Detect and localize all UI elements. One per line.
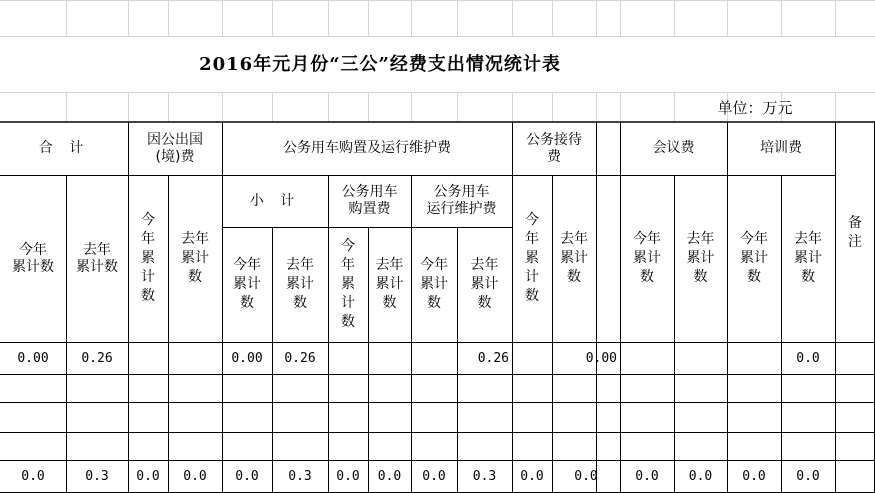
table-cell: 0.0 — [336, 469, 360, 484]
table-cell — [168, 432, 222, 460]
header-training-this-year: 今年 累计 数 — [740, 231, 768, 285]
table-cell — [368, 402, 411, 432]
table-cell: 0.0 — [796, 469, 820, 484]
header-subtotal-this-year: 今年 累计 数 — [233, 257, 261, 311]
header-abroad: 因公出国 (境)费 — [147, 131, 203, 165]
table-cell — [457, 432, 512, 460]
table-cell — [835, 432, 875, 460]
table-cell — [457, 374, 512, 402]
header-maintenance-last-year: 去年 累计 数 — [470, 257, 499, 311]
header-remarks: 备 注 — [848, 215, 862, 250]
table-cell — [512, 432, 552, 460]
table-cell: 0.0 — [742, 469, 766, 484]
table-cell — [328, 374, 368, 402]
table-cell — [368, 342, 411, 374]
table-cell — [128, 432, 168, 460]
table-cell: 0.0 — [688, 469, 713, 484]
header-subtotal-last-year: 去年 累计 数 — [286, 257, 314, 311]
header-reception-this-year: 今 年 累 计 数 — [525, 212, 539, 304]
table-cell — [512, 402, 552, 432]
table-cell: 0.00 — [231, 350, 263, 366]
table-cell — [727, 432, 781, 460]
table-cell — [674, 374, 727, 402]
table-cell — [328, 402, 368, 432]
table-cell — [835, 342, 875, 374]
table-cell — [128, 342, 168, 374]
table-cell — [128, 402, 168, 432]
header-vehicle: 公务用车购置及运行维护费 — [283, 140, 451, 156]
table-cell: 0.26 — [477, 350, 509, 366]
header-reception-last-year: 去年 累计 数 — [560, 231, 588, 285]
table-cell — [0, 432, 66, 460]
header-meeting-last-year: 去年 累计 数 — [686, 231, 715, 285]
table-cell — [457, 402, 512, 432]
table-cell — [781, 374, 835, 402]
table-cell: 0.0 — [422, 469, 446, 484]
table-cell: 0.0 — [377, 469, 402, 484]
table-cell: 0.0 — [183, 469, 207, 484]
header-training: 培训费 — [760, 140, 802, 156]
table-cell — [0, 374, 66, 402]
table-cell: 0.3 — [288, 469, 312, 484]
header-abroad-this-year: 今 年 累 计 数 — [141, 212, 155, 304]
table-cell: 0.26 — [284, 350, 316, 366]
header-vehicle-maintenance: 公务用车 运行维护费 — [426, 184, 497, 217]
table-cell — [168, 402, 222, 432]
table-cell — [512, 374, 552, 402]
table-cell — [674, 402, 727, 432]
table-cell — [552, 374, 620, 402]
table-cell — [552, 432, 620, 460]
header-training-last-year: 去年 累计 数 — [794, 231, 822, 285]
table-cell: 0.3 — [472, 469, 497, 484]
table-cell — [66, 432, 128, 460]
table-cell — [411, 374, 457, 402]
table-cell — [272, 432, 328, 460]
table-cell: 0.0 — [520, 469, 544, 484]
table-cell — [835, 402, 875, 432]
table-cell — [411, 432, 457, 460]
table-cell — [674, 342, 727, 374]
header-total-this-year: 今年 累计数 — [12, 241, 54, 275]
table-cell — [368, 374, 411, 402]
header-meeting: 会议费 — [652, 140, 695, 156]
table-cell — [727, 374, 781, 402]
header-total-last-year: 去年 累计数 — [76, 241, 118, 275]
table-cell — [411, 342, 457, 374]
table-cell — [328, 342, 368, 374]
table-cell — [66, 402, 128, 432]
table-cell — [512, 342, 552, 374]
table-cell: 0.0 — [635, 469, 659, 484]
table-cell — [128, 374, 168, 402]
table-cell — [411, 402, 457, 432]
table-cell — [620, 432, 674, 460]
table-cell — [0, 402, 66, 432]
unit-label: 单位：万元 — [717, 98, 793, 117]
header-meeting-this-year: 今年 累计 数 — [633, 231, 661, 285]
table-cell — [620, 402, 674, 432]
table-cell — [168, 342, 222, 374]
table-cell: 0.3 — [85, 469, 109, 484]
header-purchase-this-year: 今 年 累 计 数 — [341, 238, 355, 330]
header-purchase-last-year: 去年 累计 数 — [375, 257, 404, 311]
table-cell — [727, 342, 781, 374]
table-cell: 0.26 — [81, 350, 113, 366]
header-subtotal: 小 计 — [249, 192, 301, 209]
table-cell — [835, 374, 875, 402]
table-cell — [835, 460, 875, 493]
table-cell: 0.0 — [235, 469, 259, 484]
sheet-title: 2016年元月份“三公”经费支出情况统计表 — [199, 54, 561, 75]
header-maintenance-this-year: 今年 累计 数 — [420, 257, 448, 311]
table-cell: 0.00 — [17, 350, 49, 366]
table-cell — [66, 374, 128, 402]
table-cell — [674, 432, 727, 460]
table-cell — [781, 432, 835, 460]
table-cell: 0.0 — [21, 469, 45, 484]
table-cell — [222, 374, 272, 402]
header-total: 合 计 — [38, 140, 90, 156]
header-abroad-last-year: 去年 累计 数 — [181, 231, 209, 285]
table-cell: 0.0 — [574, 469, 598, 484]
header-reception: 公务接待 费 — [526, 131, 582, 165]
header-vehicle-purchase: 公务用车 购置费 — [341, 184, 398, 217]
table-cell — [272, 374, 328, 402]
table-cell — [328, 432, 368, 460]
table-cell — [222, 402, 272, 432]
table-cell: 0.00 — [585, 350, 617, 366]
table-cell — [168, 374, 222, 402]
table-cell: 0.0 — [136, 469, 160, 484]
table-cell — [222, 432, 272, 460]
table-cell — [620, 374, 674, 402]
table-cell — [620, 342, 674, 374]
table-cell — [368, 432, 411, 460]
table-cell — [272, 402, 328, 432]
table-cell: 0.0 — [796, 350, 820, 366]
table-cell — [727, 402, 781, 432]
table-cell — [781, 402, 835, 432]
table-cell — [552, 402, 620, 432]
